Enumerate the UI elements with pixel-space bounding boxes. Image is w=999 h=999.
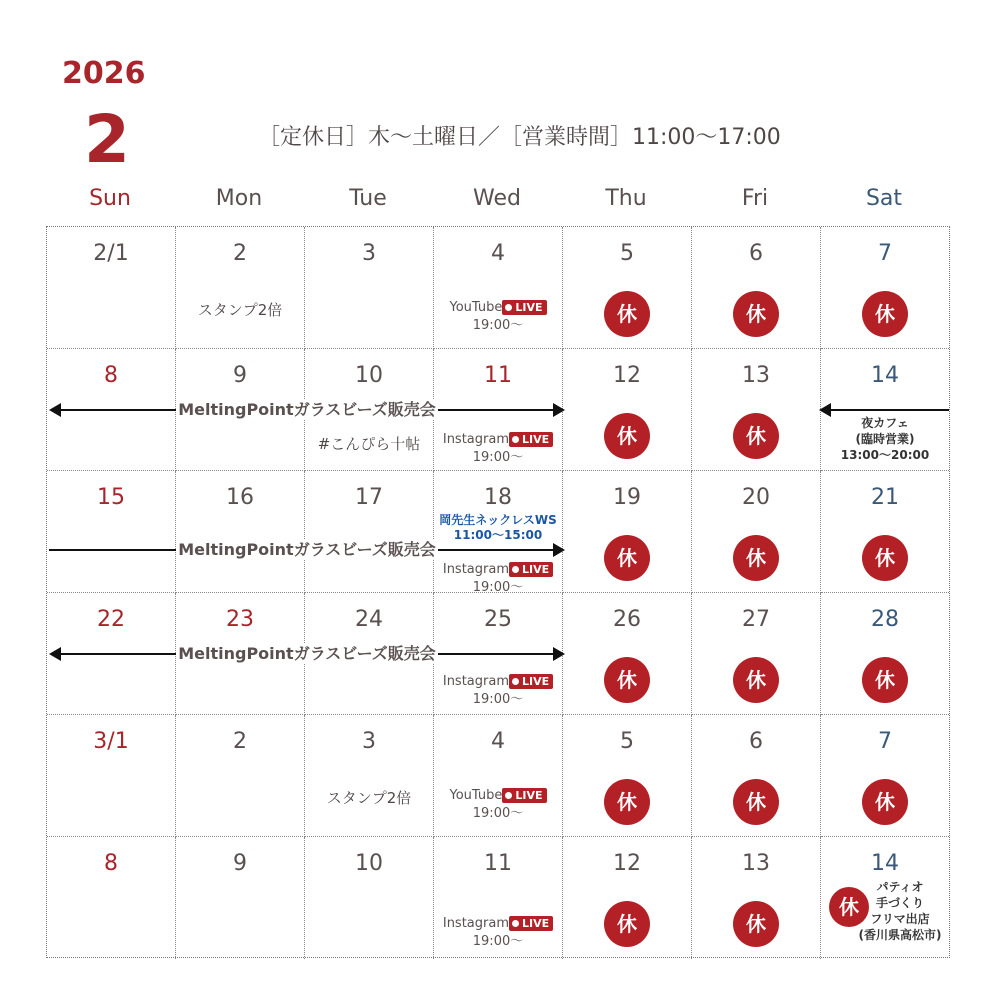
weekday-wed: Wed	[473, 186, 521, 211]
note-line: 13:00〜20:00	[840, 448, 930, 462]
workshop-line: 11:00〜15:00	[453, 528, 543, 542]
live-stream-info	[434, 915, 562, 951]
day-cell	[47, 715, 176, 837]
day-number: 13	[742, 363, 770, 388]
closed-day-badge: 休	[604, 535, 650, 581]
closed-day-badge: 休	[862, 291, 908, 337]
day-cell	[692, 593, 821, 715]
day-number: 5	[620, 241, 634, 266]
weekday-sun: Sun	[89, 186, 131, 211]
live-badge: LIVE	[509, 562, 553, 577]
day-number: 17	[355, 485, 383, 510]
day-number: 21	[871, 485, 899, 510]
day-cell	[821, 593, 949, 715]
sat-event-arrow	[819, 398, 949, 422]
day-cell	[563, 227, 692, 349]
day-number: 9	[233, 851, 247, 876]
day-number: 4	[491, 241, 505, 266]
weekday-fri: Fri	[741, 186, 769, 211]
day-number: 9	[233, 363, 247, 388]
day-number: 10	[355, 851, 383, 876]
stream-time: 19:00〜	[472, 692, 524, 707]
day-cell	[305, 227, 434, 349]
day-cell	[47, 837, 176, 959]
day-number: 22	[97, 607, 125, 632]
live-stream-info	[434, 561, 562, 597]
live-dot-icon	[512, 920, 519, 927]
weekday-tue: Tue	[349, 186, 387, 211]
weekday-thu: Thu	[605, 186, 647, 211]
day-cell	[692, 715, 821, 837]
workshop-line: 岡先生ネックレスWS	[439, 513, 557, 527]
stream-time: 19:00〜	[472, 318, 524, 333]
day-number: 25	[484, 607, 512, 632]
day-number: 10	[355, 363, 383, 388]
weekday-mon: Mon	[215, 186, 263, 211]
day-number: 19	[613, 485, 641, 510]
day-number: 24	[355, 607, 383, 632]
live-badge: LIVE	[502, 300, 546, 315]
day-number: 11	[484, 363, 512, 388]
closed-day-badge: 休	[862, 535, 908, 581]
day-cell	[821, 227, 949, 349]
calendar-grid	[46, 226, 950, 958]
live-stream-info	[434, 299, 562, 335]
day-note	[851, 879, 949, 943]
note-line: パティオ	[876, 880, 924, 894]
event-label: MeltingPointガラスビーズ販売会	[178, 400, 436, 419]
day-cell	[176, 837, 305, 959]
day-number: 6	[749, 241, 763, 266]
stream-platform: Instagram	[442, 916, 509, 931]
day-number: 14	[871, 363, 899, 388]
day-number: 3	[362, 729, 376, 754]
day-cell	[692, 227, 821, 349]
closed-day-badge: 休	[733, 779, 779, 825]
day-number: 8	[104, 851, 118, 876]
closed-day-badge: 休	[733, 535, 779, 581]
day-cell	[821, 837, 949, 959]
day-number: 5	[620, 729, 634, 754]
closed-day-badge: 休	[604, 413, 650, 459]
live-dot-icon	[512, 436, 519, 443]
day-cell	[563, 471, 692, 593]
day-cell	[434, 715, 563, 837]
arrow-left-icon	[819, 403, 831, 417]
day-cell	[821, 471, 949, 593]
day-number: 12	[613, 363, 641, 388]
note-line: 手づくり	[875, 896, 924, 910]
day-cell	[176, 715, 305, 837]
note-line: フリマ出店	[870, 912, 930, 926]
day-cell	[821, 715, 949, 837]
day-number: 2	[233, 241, 247, 266]
day-cell	[434, 471, 563, 593]
note-line: (香川県高松市)	[858, 928, 942, 942]
event-label: MeltingPointガラスビーズ販売会	[178, 540, 436, 559]
day-note: スタンプ2倍	[326, 789, 412, 807]
day-number: 23	[226, 607, 254, 632]
day-cell	[305, 471, 434, 593]
day-cell	[434, 227, 563, 349]
note-line: (臨時営業)	[855, 432, 915, 446]
day-number: 7	[878, 729, 892, 754]
live-badge: LIVE	[502, 788, 546, 803]
stream-platform: YouTube	[449, 300, 503, 315]
stream-time: 19:00〜	[472, 934, 524, 949]
closed-day-badge: 休	[604, 291, 650, 337]
stream-platform: Instagram	[442, 674, 509, 689]
business-info: ［定休日］木〜土曜日／［営業時間］11:00〜17:00	[258, 125, 781, 150]
event-line	[825, 409, 949, 411]
day-number: 3	[362, 241, 376, 266]
day-number: 2	[233, 729, 247, 754]
day-number: 14	[871, 851, 899, 876]
live-badge: LIVE	[509, 674, 553, 689]
day-cell	[563, 715, 692, 837]
day-number: 26	[613, 607, 641, 632]
day-number: 3/1	[93, 729, 129, 754]
day-cell	[692, 837, 821, 959]
day-cell	[305, 837, 434, 959]
day-number: 12	[613, 851, 641, 876]
event-range	[49, 538, 565, 562]
day-cell	[176, 471, 305, 593]
year-label: 2026	[62, 56, 146, 91]
note-line: 夜カフェ	[861, 416, 909, 430]
live-badge: LIVE	[509, 432, 553, 447]
live-dot-icon	[505, 304, 512, 311]
closed-day-badge: 休	[604, 779, 650, 825]
event-label: MeltingPointガラスビーズ販売会	[178, 644, 436, 663]
live-dot-icon	[512, 566, 519, 573]
day-cell	[563, 593, 692, 715]
day-cell	[692, 471, 821, 593]
day-number: 11	[484, 851, 512, 876]
day-number: 15	[97, 485, 125, 510]
stream-time: 19:00〜	[472, 580, 524, 595]
weekday-sat: Sat	[865, 186, 903, 211]
closed-day-badge: 休	[604, 657, 650, 703]
event-range	[49, 398, 565, 422]
closed-day-badge: 休	[733, 291, 779, 337]
day-number: 6	[749, 729, 763, 754]
live-stream-info	[434, 673, 562, 709]
stream-platform: YouTube	[449, 788, 503, 803]
stream-time: 19:00〜	[472, 806, 524, 821]
live-dot-icon	[505, 792, 512, 799]
stream-platform: Instagram	[442, 432, 509, 447]
day-note: スタンプ2倍	[197, 301, 283, 319]
day-number: 13	[742, 851, 770, 876]
month-label: 2	[84, 101, 130, 178]
day-cell	[434, 837, 563, 959]
day-note	[821, 415, 949, 463]
day-cell	[563, 349, 692, 471]
closed-day-badge: 休	[733, 657, 779, 703]
closed-day-badge: 休	[733, 413, 779, 459]
day-number: 2/1	[93, 241, 129, 266]
closed-day-badge: 休	[829, 887, 869, 927]
day-cell	[176, 227, 305, 349]
day-cell	[305, 715, 434, 837]
closed-day-badge: 休	[733, 901, 779, 947]
day-number: 4	[491, 729, 505, 754]
day-number: 27	[742, 607, 770, 632]
stream-time: 19:00〜	[472, 450, 524, 465]
live-dot-icon	[512, 678, 519, 685]
day-note: #こんぴら十帖	[317, 435, 421, 453]
day-number: 16	[226, 485, 254, 510]
closed-day-badge: 休	[604, 901, 650, 947]
day-cell	[692, 349, 821, 471]
day-number: 18	[484, 485, 512, 510]
day-number: 7	[878, 241, 892, 266]
day-number: 28	[871, 607, 899, 632]
closed-day-badge: 休	[862, 779, 908, 825]
closed-day-badge: 休	[862, 657, 908, 703]
live-stream-info	[434, 431, 562, 467]
live-stream-info	[434, 787, 562, 823]
event-range	[49, 642, 565, 666]
live-badge: LIVE	[509, 916, 553, 931]
day-number: 20	[742, 485, 770, 510]
stream-platform: Instagram	[442, 562, 509, 577]
day-cell	[563, 837, 692, 959]
day-cell	[47, 471, 176, 593]
day-cell	[47, 227, 176, 349]
day-number: 8	[104, 363, 118, 388]
